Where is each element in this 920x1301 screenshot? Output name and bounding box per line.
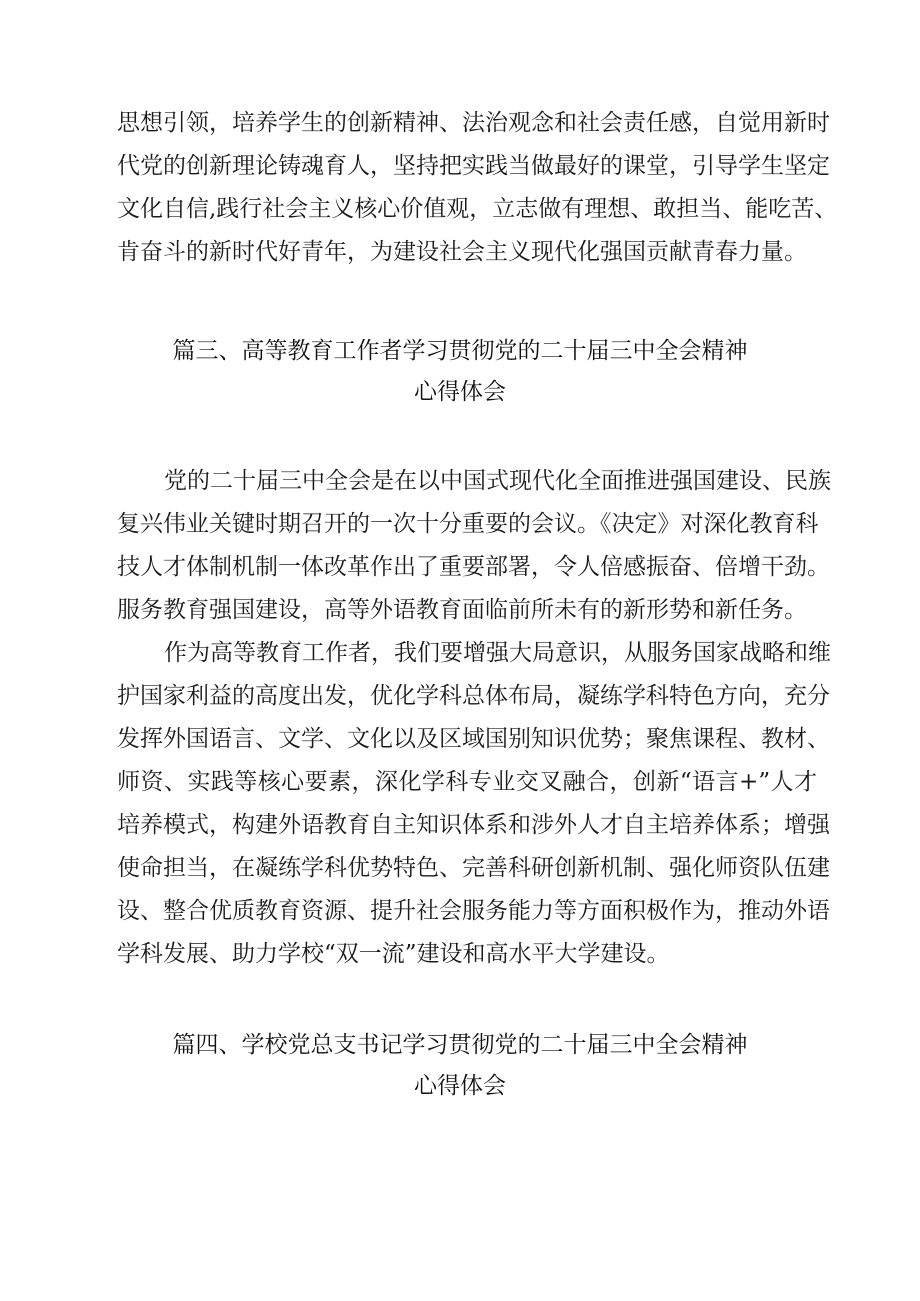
section-four-subtitle: 心得体会 bbox=[414, 1073, 506, 1099]
body-text-line: 师资、实践等核心要素，深化学科专业交叉融合，创新“语言+”人才 bbox=[117, 769, 817, 795]
body-text-line: 培养模式，构建外语教育自主知识体系和涉外人才自主培养体系；增强 bbox=[117, 812, 830, 838]
body-text-line: 复兴伟业关键时期召开的一次十分重要的会议。《决定》对深化教育科 bbox=[117, 511, 819, 537]
body-text-line: 技人才体制机制一体改革作出了重要部署，令人倍感振奋、倍增干劲。 bbox=[117, 554, 830, 580]
section-three-subtitle: 心得体会 bbox=[414, 379, 506, 405]
body-text-line: 肯奋斗的新时代好青年，为建设社会主义现代化强国贡献青春力量。 bbox=[117, 239, 807, 265]
body-text-line: 作为高等教育工作者，我们要增强大局意识，从服务国家战略和维 bbox=[164, 640, 831, 666]
body-text-line: 护国家利益的高度出发，优化学科总体布局，凝练学科特色方向，充分 bbox=[117, 683, 830, 709]
body-text-line: 学科发展、助力学校“双一流”建设和高水平大学建设。 bbox=[117, 941, 670, 967]
body-text-line: 思想引领，培养学生的创新精神、法治观念和社会责任感，自觉用新时 bbox=[117, 110, 830, 136]
body-text-line: 服务教育强国建设，高等外语教育面临前所未有的新形势和新任务。 bbox=[117, 597, 807, 623]
body-text-line: 代党的创新理论铸魂育人，坚持把实践当做最好的课堂，引导学生坚定 bbox=[117, 153, 830, 179]
body-text-line: 发挥外国语言、文学、文化以及区域国别知识优势；聚焦课程、教材、 bbox=[117, 726, 830, 752]
body-text-line: 文化自信,践行社会主义核心价值观，立志做有理想、敢担当、能吃苦、 bbox=[117, 196, 838, 222]
section-three-title: 篇三、高等教育工作者学习贯彻党的二十届三中全会精神 bbox=[172, 338, 748, 364]
body-text-line: 党的二十届三中全会是在以中国式现代化全面推进强国建设、民族 bbox=[164, 468, 831, 494]
section-four-title: 篇四、学校党总支书记学习贯彻党的二十届三中全会精神 bbox=[172, 1032, 748, 1058]
body-text-line: 使命担当，在凝练学科优势特色、完善科研创新机制、强化师资队伍建 bbox=[117, 855, 830, 881]
body-text-line: 设、整合优质教育资源、提升社会服务能力等方面积极作为，推动外语 bbox=[117, 898, 830, 924]
